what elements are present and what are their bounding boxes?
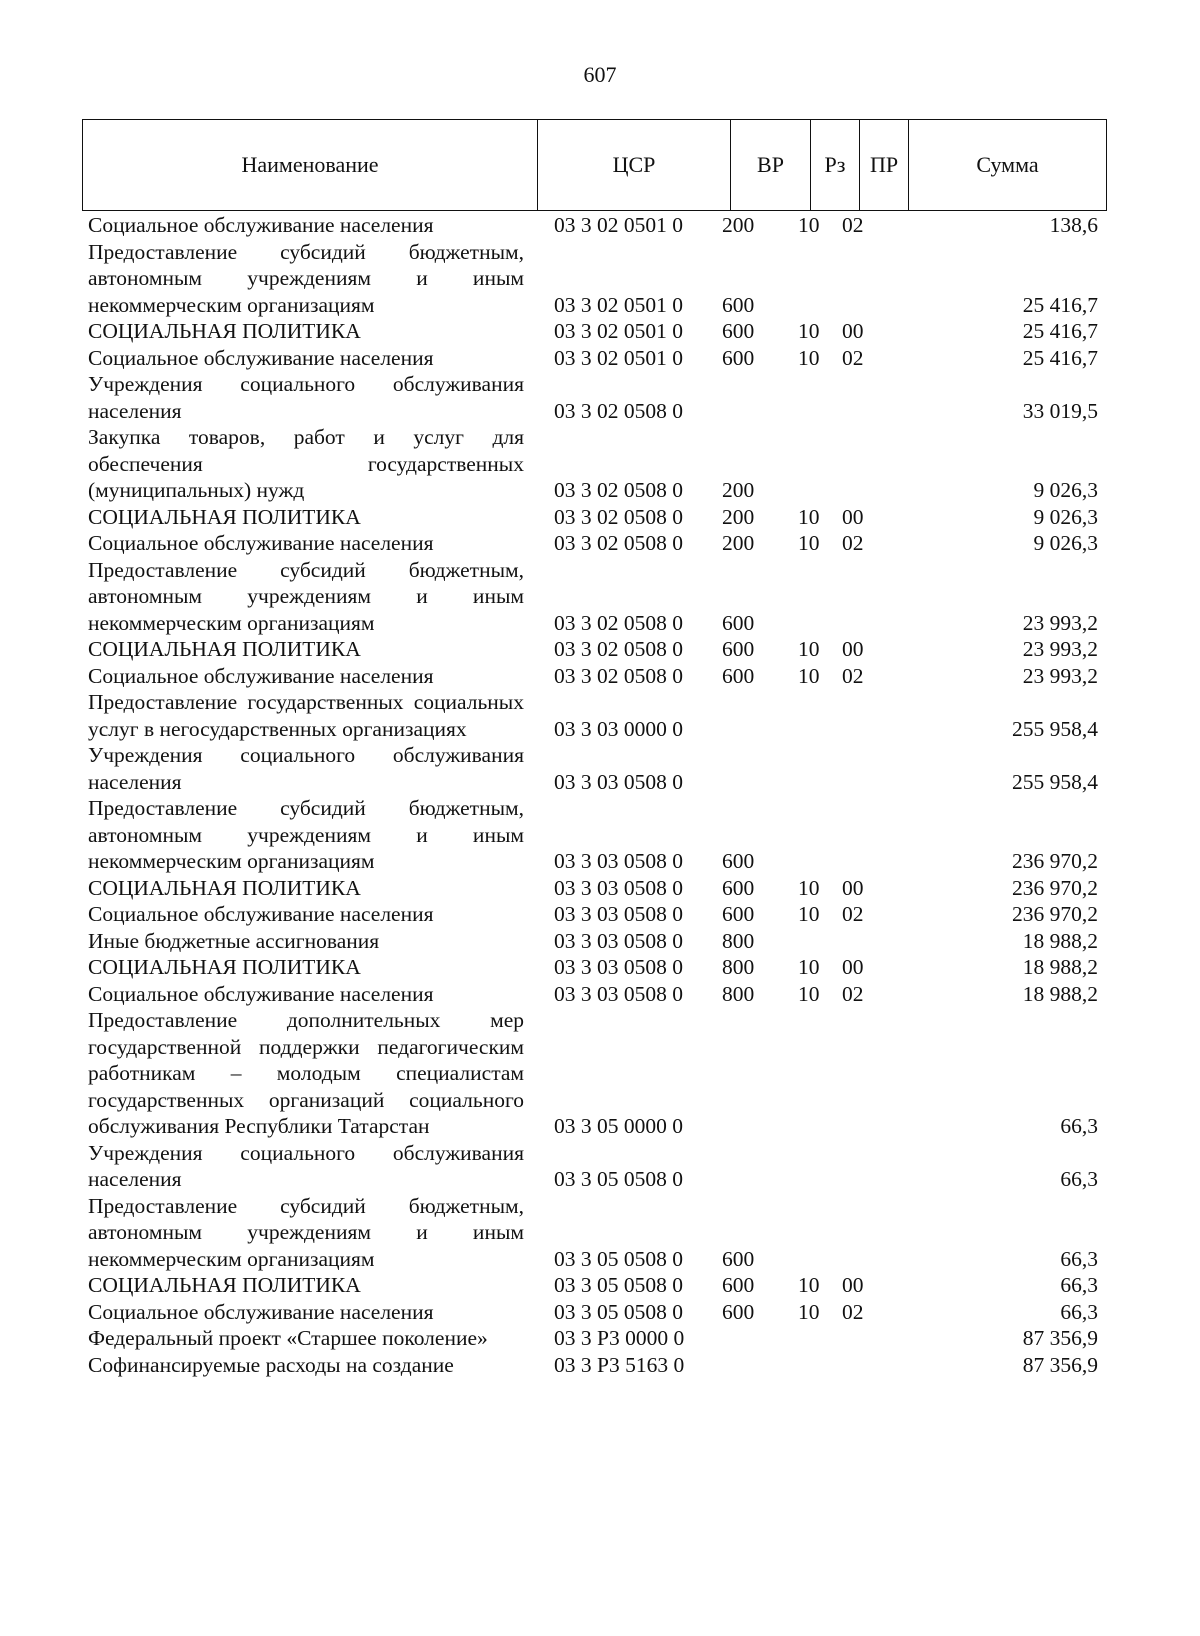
- row-name: Социальное обслуживание населения: [88, 663, 434, 688]
- row-vr: 600: [722, 849, 755, 873]
- row-pr: 02: [842, 345, 864, 370]
- row-rz: 10: [798, 1273, 820, 1297]
- row-csr: 03 3 03 0508 0: [554, 955, 683, 979]
- row-sum: 236 970,2: [1012, 902, 1098, 926]
- row-rz: [778, 795, 826, 875]
- row-pr: 00: [842, 319, 864, 343]
- table-row: [88, 1193, 1098, 1273]
- row-csr: 03 3 03 0508 0: [554, 849, 683, 873]
- row-rz: [778, 1193, 826, 1273]
- row-vr: [704, 1325, 778, 1352]
- row-csr: 03 3 02 0501 0: [554, 345, 683, 370]
- row-pr: [826, 371, 890, 424]
- row-rz: 10: [798, 981, 820, 1006]
- row-pr: [826, 1007, 890, 1140]
- row-csr: 03 3 02 0508 0: [554, 610, 683, 635]
- row-csr: 03 3 03 0000 0: [554, 716, 683, 741]
- row-csr: 03 3 P3 0000 0: [554, 1326, 685, 1350]
- row-vr: [704, 742, 778, 795]
- row-pr: [826, 1325, 890, 1352]
- row-csr: 03 3 03 0508 0: [554, 928, 683, 953]
- row-vr: 600: [722, 319, 755, 343]
- row-sum: 236 970,2: [1012, 849, 1098, 873]
- page-number: 607: [583, 62, 617, 87]
- row-rz: [778, 928, 826, 955]
- row-sum: 87 356,9: [1022, 1326, 1098, 1350]
- row-name: Предоставление государственных социальных услуг в негосударственных организациях: [88, 690, 524, 741]
- row-pr: [826, 1193, 890, 1273]
- row-sum: 138,6: [1049, 213, 1098, 237]
- row-sum: 18 988,2: [1022, 928, 1098, 953]
- row-sum: 18 988,2: [1022, 981, 1098, 1006]
- row-rz: [778, 557, 826, 637]
- table-row: [88, 345, 1098, 372]
- row-sum: 66,3: [1060, 1273, 1098, 1297]
- row-name: СОЦИАЛЬНАЯ ПОЛИТИКА: [88, 1273, 361, 1297]
- row-csr: 03 3 P3 5163 0: [554, 1352, 685, 1377]
- row-rz: 10: [798, 875, 820, 900]
- row-sum: 25 416,7: [1022, 345, 1098, 370]
- row-csr: 03 3 02 0501 0: [554, 319, 683, 343]
- row-csr: 03 3 02 0501 0: [554, 292, 683, 317]
- row-vr: 600: [722, 1299, 755, 1324]
- row-sum: 66,3: [1060, 1246, 1098, 1271]
- row-rz: [778, 742, 826, 795]
- row-pr: [826, 689, 890, 742]
- row-sum: 66,3: [1060, 1299, 1098, 1324]
- row-vr: [704, 1140, 778, 1193]
- table-row: [88, 557, 1098, 637]
- row-pr: 02: [842, 531, 864, 555]
- row-name: Социальное обслуживание населения: [88, 981, 434, 1006]
- row-rz: [778, 1325, 826, 1352]
- row-rz: [778, 239, 826, 319]
- row-rz: 10: [798, 637, 820, 661]
- table-row: [88, 742, 1098, 795]
- row-csr: 03 3 05 0000 0: [554, 1114, 683, 1138]
- row-sum: 87 356,9: [1022, 1352, 1098, 1377]
- row-rz: [778, 1352, 826, 1379]
- table-row: [88, 981, 1098, 1008]
- table-row: [88, 212, 1098, 239]
- row-rz: 10: [798, 531, 820, 555]
- row-vr: [704, 689, 778, 742]
- table-row: [88, 875, 1098, 902]
- row-sum: 23 993,2: [1022, 637, 1098, 661]
- row-name: Софинансируемые расходы на создание: [88, 1352, 454, 1377]
- row-name: Предоставление субсидий бюджетным, автономным учреждениям и иным некоммерческим организациям: [88, 1193, 524, 1271]
- row-vr: 600: [722, 1273, 755, 1297]
- row-csr: 03 3 03 0508 0: [554, 769, 683, 794]
- row-sum: 25 416,7: [1022, 319, 1098, 343]
- row-vr: [704, 1352, 778, 1379]
- row-rz: [778, 1007, 826, 1140]
- row-name: Закупка товаров, работ и услуг для обеспечения государственных (муниципальных) нужд: [88, 425, 524, 502]
- row-csr: 03 3 03 0508 0: [554, 875, 683, 900]
- row-pr: 02: [842, 981, 864, 1006]
- row-csr: 03 3 05 0508 0: [554, 1299, 683, 1324]
- row-vr: 600: [722, 1246, 755, 1271]
- row-pr: 00: [842, 955, 864, 979]
- row-rz: 10: [798, 955, 820, 979]
- row-name: Социальное обслуживание населения: [88, 213, 434, 237]
- row-sum: 255 958,4: [1012, 769, 1098, 794]
- row-pr: 02: [842, 902, 864, 926]
- header-rz: Рз: [811, 120, 860, 211]
- row-name: Учреждения социального обслуживания населения: [88, 743, 524, 794]
- row-name: Предоставление субсидий бюджетным, автономным учреждениям и иным некоммерческим организациям: [88, 239, 524, 317]
- table-row: [88, 424, 1098, 504]
- table-row: [88, 1140, 1098, 1193]
- row-name: Учреждения социального обслуживания населения: [88, 372, 524, 423]
- row-pr: 02: [842, 1299, 864, 1324]
- budget-table: [88, 212, 1098, 1378]
- row-name: СОЦИАЛЬНАЯ ПОЛИТИКА: [88, 504, 361, 529]
- row-name: Социальное обслуживание населения: [88, 531, 434, 555]
- row-rz: [778, 1140, 826, 1193]
- row-rz: 10: [798, 345, 820, 370]
- row-rz: [778, 424, 826, 504]
- row-csr: 03 3 02 0508 0: [554, 531, 683, 555]
- row-name: Иные бюджетные ассигнования: [88, 928, 380, 953]
- table-row: [88, 318, 1098, 345]
- table-row: [88, 504, 1098, 531]
- row-pr: 00: [842, 875, 864, 900]
- row-pr: 02: [842, 213, 864, 237]
- row-sum: 9 026,3: [1033, 531, 1098, 555]
- table-row: [88, 1007, 1098, 1140]
- row-pr: [826, 1140, 890, 1193]
- row-vr: 600: [722, 875, 755, 900]
- row-csr: 03 3 02 0508 0: [554, 478, 683, 502]
- row-rz: 10: [798, 319, 820, 343]
- row-rz: [778, 371, 826, 424]
- row-rz: 10: [798, 1299, 820, 1324]
- table-row: [88, 928, 1098, 955]
- row-pr: 00: [842, 504, 864, 529]
- row-rz: 10: [798, 213, 820, 237]
- row-pr: [826, 928, 890, 955]
- header-pr: ПР: [860, 120, 909, 211]
- row-csr: 03 3 03 0508 0: [554, 981, 683, 1006]
- table-header: [82, 119, 1107, 211]
- row-sum: 23 993,2: [1022, 663, 1098, 688]
- row-vr: 200: [722, 504, 755, 529]
- row-rz: 10: [798, 663, 820, 688]
- table-row: [88, 1352, 1098, 1379]
- row-csr: 03 3 05 0508 0: [554, 1167, 683, 1191]
- row-pr: [826, 239, 890, 319]
- row-vr: 200: [722, 478, 755, 502]
- row-vr: 600: [722, 292, 755, 317]
- row-pr: 00: [842, 637, 864, 661]
- row-vr: 800: [722, 981, 755, 1006]
- row-name: СОЦИАЛЬНАЯ ПОЛИТИКА: [88, 319, 361, 343]
- row-name: СОЦИАЛЬНАЯ ПОЛИТИКА: [88, 637, 361, 661]
- row-rz: 10: [798, 504, 820, 529]
- row-vr: 600: [722, 610, 755, 635]
- row-sum: 9 026,3: [1033, 504, 1098, 529]
- row-name: Социальное обслуживание населения: [88, 345, 434, 370]
- row-sum: 66,3: [1060, 1114, 1098, 1138]
- row-sum: 23 993,2: [1022, 610, 1098, 635]
- table-row: [88, 1325, 1098, 1352]
- row-name: СОЦИАЛЬНАЯ ПОЛИТИКА: [88, 875, 361, 900]
- row-name: Социальное обслуживание населения: [88, 1299, 434, 1324]
- table-row: [88, 663, 1098, 690]
- header-sum: Сумма: [909, 120, 1107, 211]
- row-csr: 03 3 02 0508 0: [554, 398, 683, 423]
- row-csr: 03 3 02 0508 0: [554, 504, 683, 529]
- row-sum: 18 988,2: [1022, 955, 1098, 979]
- row-vr: 600: [722, 902, 755, 926]
- row-pr: [826, 424, 890, 504]
- table-row: [88, 530, 1098, 557]
- row-csr: 03 3 03 0508 0: [554, 902, 683, 926]
- row-rz: 10: [798, 902, 820, 926]
- row-vr: 600: [722, 663, 755, 688]
- table-row: [88, 795, 1098, 875]
- row-rz: [778, 689, 826, 742]
- row-pr: [826, 742, 890, 795]
- row-name: СОЦИАЛЬНАЯ ПОЛИТИКА: [88, 955, 361, 979]
- row-vr: 800: [722, 955, 755, 979]
- row-pr: [826, 1352, 890, 1379]
- table-row: [88, 1299, 1098, 1326]
- row-sum: 66,3: [1060, 1167, 1098, 1191]
- row-csr: 03 3 02 0508 0: [554, 663, 683, 688]
- row-csr: 03 3 02 0501 0: [554, 213, 683, 237]
- row-csr: 03 3 02 0508 0: [554, 637, 683, 661]
- table-row: [88, 901, 1098, 928]
- row-name: Федеральный проект «Старшее поколение»: [88, 1326, 488, 1350]
- row-pr: 00: [842, 1273, 864, 1297]
- header-vr: ВР: [731, 120, 811, 211]
- row-csr: 03 3 05 0508 0: [554, 1246, 683, 1271]
- row-vr: [704, 371, 778, 424]
- row-pr: 02: [842, 663, 864, 688]
- row-vr: 800: [722, 928, 755, 953]
- row-csr: 03 3 05 0508 0: [554, 1273, 683, 1297]
- row-name: Предоставление дополнительных мер государственной поддержки педагогическим работникам – молодым специалистам государственных организаций социального обслуживания Республики Татарстан: [88, 1008, 524, 1138]
- row-sum: 255 958,4: [1012, 716, 1098, 741]
- table-row: [88, 636, 1098, 663]
- row-vr: 600: [722, 345, 755, 370]
- table-row: [88, 371, 1098, 424]
- row-vr: 600: [722, 637, 755, 661]
- table-row: [88, 954, 1098, 981]
- table-row: [88, 689, 1098, 742]
- row-pr: [826, 795, 890, 875]
- row-name: Учреждения социального обслуживания населения: [88, 1140, 524, 1191]
- row-sum: 33 019,5: [1022, 398, 1098, 423]
- row-sum: 236 970,2: [1012, 875, 1098, 900]
- row-name: Предоставление субсидий бюджетным, автономным учреждениям и иным некоммерческим организациям: [88, 796, 524, 873]
- row-vr: 200: [722, 531, 755, 555]
- row-vr: 200: [722, 213, 755, 237]
- header-csr: ЦСР: [538, 120, 731, 211]
- row-vr: [704, 1007, 778, 1140]
- row-name: Социальное обслуживание населения: [88, 902, 434, 926]
- row-name: Предоставление субсидий бюджетным, автономным учреждениям и иным некоммерческим организациям: [88, 557, 524, 635]
- header-name: Наименование: [83, 120, 538, 211]
- row-sum: 9 026,3: [1033, 478, 1098, 502]
- table-row: [88, 239, 1098, 319]
- table-row: [88, 1272, 1098, 1299]
- row-sum: 25 416,7: [1022, 292, 1098, 317]
- row-pr: [826, 557, 890, 637]
